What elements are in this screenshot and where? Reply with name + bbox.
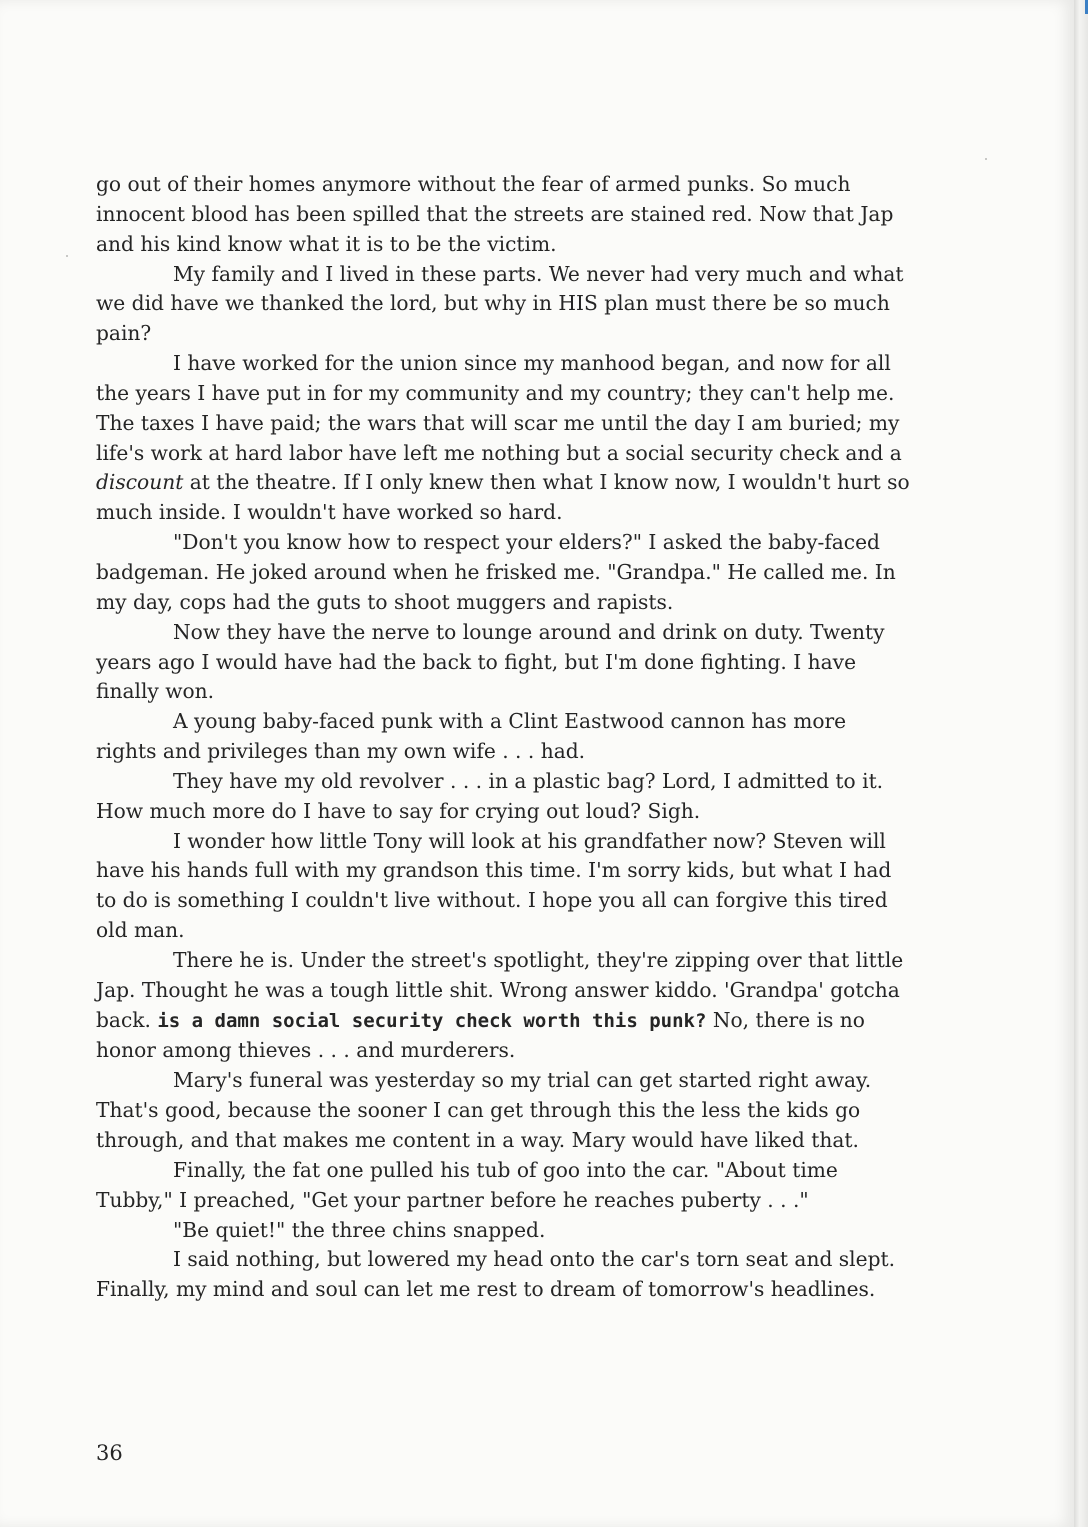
paragraph: I said nothing, but lowered my head onto the car's torn seat and slept. Finally, my mind and soul can let me rest to dream of tomorrow's headlines. [96, 1247, 896, 1302]
paragraph: A young baby-faced punk with a Clint Eastwood cannon has more rights and privileges than my own wife . . . had. [96, 709, 847, 764]
paragraph: Finally, the fat one pulled his tub of goo into the car. "About time Tubby," I preached, "Get your partner before he reaches puberty . . ." [96, 1157, 838, 1212]
paragraph: Now they have the nerve to lounge around and drink on duty. Twenty years ago I would have had the back to fight, but I'm done fighting. I have finally won. [96, 619, 885, 704]
page-number: 36 [96, 1441, 123, 1465]
body-text [96, 170, 911, 1305]
paragraph: "Be quiet!" the three chins snapped. [173, 1217, 546, 1242]
paragraph: "Don't you know how to respect your elders?" I asked the baby-faced badgeman. He joked around when he frisked me. "Grandpa." He called me. In my day, cops had the guts to shoot muggers and rapists. [96, 530, 896, 614]
paragraph: They have my old revolver . . . in a plastic bag? Lord, I admitted to it. How much more do I have to say for crying out loud? Sigh. [96, 768, 884, 823]
bold-inner-thought: is a damn social security check worth this punk? [157, 1009, 707, 1032]
text-run: There he is. Under the street's spotlight, they're zipping over that little Jap. Thought he was a tough little shit. Wrong answer kiddo. 'Grandpa' gotcha back. [96, 947, 904, 1032]
paragraph: I wonder how little Tony will look at his grandfather now? Steven will have his hands full with my grandson this time. I'm sorry kids, but what I had to do is something I couldn't live without. I hope you all can forgive this tired old man. [96, 828, 892, 943]
emphasis-text: discount [96, 470, 184, 495]
paragraph: go out of their homes anymore without the fear of armed punks. So much innocent blood has been spilled that the streets are stained red. Now that Jap and his kind know what it is to be the victim. [96, 172, 894, 256]
text-run: No, there is no honor among thieves . . . and murderers. [96, 1007, 865, 1063]
paragraph [96, 946, 911, 1066]
paper-speck [985, 158, 987, 160]
text-run: I have worked for the union since my manhood began, and now for all the years I have put in for my community and my country; they can't help me. The taxes I have paid; the wars that will scar me until the day I am buried; my life's work at hard labor have left me nothing but a social security check and a [96, 351, 902, 465]
paragraph [96, 349, 911, 528]
page-edge [1074, 0, 1088, 1527]
paragraph: My family and I lived in these parts. We never had very much and what we did have we thanked the lord, but why in HIS plan must there be so much pain? [96, 261, 904, 346]
paragraph: Mary's funeral was yesterday so my trial can get started right away. That's good, because the sooner I can get through this the less the kids go through, and that makes me content in a way. Mary would have liked that. [96, 1068, 872, 1152]
text-run: at the theatre. If I only knew then what I know now, I wouldn't hurt so much inside. I wouldn't have worked so hard. [96, 470, 910, 525]
paper-speck [66, 255, 68, 257]
